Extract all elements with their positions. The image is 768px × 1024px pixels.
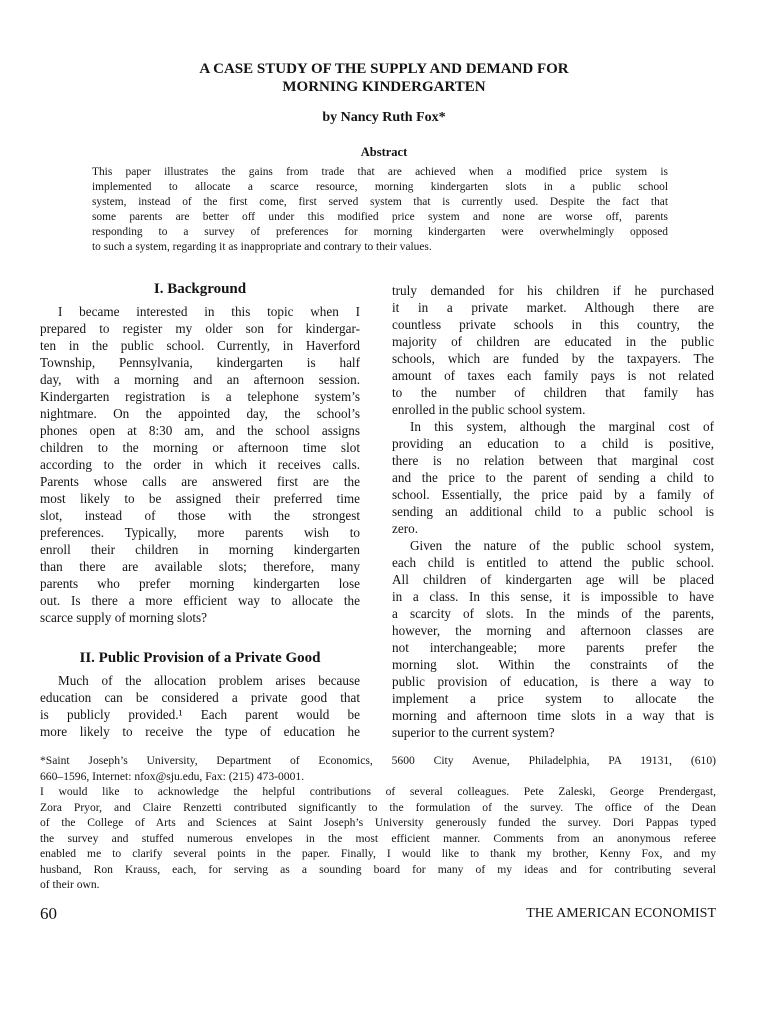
body-line: countless private schools in this country, the [392, 317, 714, 332]
body-line: majority of children are educated in the public [392, 334, 714, 349]
footnote-line: the survey and stuffed numerous envelopes in the most efficient manner. Comments from an anonymous referee [40, 831, 716, 845]
body-line: more likely to receive the type of education he [40, 724, 360, 739]
body-line: amount of taxes each family pays is not related [392, 368, 714, 383]
body-line: Kindergarten registration is a telephone system’s [40, 389, 360, 404]
body-line: in a class. In this sense, it is impossible to have [392, 589, 714, 604]
abstract-line: responding to a survey of preferences for morning kindergarten were overwhelmingly opposed [92, 226, 668, 238]
abstract-heading: Abstract [360, 145, 408, 159]
footnote-line: Zora Pryor, and Claire Renzetti contributed significantly to the formulation of the survey. The office of the Dean [40, 800, 716, 814]
title-line-2: MORNING KINDERGARTEN [282, 79, 486, 95]
body-line: public provision of education, is there a way to [392, 674, 714, 689]
footnote-line: *Saint Joseph’s University, Department of Economics, 5600 City Avenue, Philadelphia, PA 19131, (610) [40, 754, 716, 767]
body-line: it in a private market. Although there are [392, 300, 714, 315]
section-2-heading: II. Public Provision of a Private Good [79, 650, 321, 666]
body-line: slot, instead of those with the strongest [40, 508, 360, 523]
title-line-1: A CASE STUDY OF THE SUPPLY AND DEMAND FOR [199, 61, 569, 77]
body-line: morning slot. Within the constraints of the [392, 657, 714, 672]
body-line: Much of the allocation problem arises because [58, 673, 360, 688]
body-line: All children of kindergarten age will be placed [392, 572, 714, 587]
footnote-line: of the College of Arts and Sciences at Saint Joseph’s University generously funded the survey. Dori Pappas typed [40, 816, 716, 829]
body-line: according to the order in which it receives calls. [40, 457, 360, 472]
paper-title [0, 60, 768, 96]
body-line: however, the morning and afternoon classes are [392, 623, 714, 638]
left-column [40, 279, 360, 740]
body-line: enroll their children in morning kindergarten [40, 542, 360, 557]
body-line: I became interested in this topic when I [58, 304, 360, 319]
body-line: schools, which are funded by the taxpayers. The [392, 351, 714, 366]
body-line: ten in the public school. Currently, in Haverford [40, 338, 360, 353]
abstract-line: implemented to allocate a scarce resource, morning kindergarten slots in a public school [92, 181, 668, 193]
body-line: than there are available slots; therefore, many [40, 559, 360, 574]
body-line: education can be considered a private good that [40, 690, 360, 705]
body-line: In this system, although the marginal cost of [410, 419, 714, 434]
body-line: each child is entitled to attend the public school. [392, 555, 714, 570]
body-line: Township, Pennsylvania, kindergarten is half [40, 355, 360, 370]
body-line: a scarcity of slots. In the minds of the parents, [392, 606, 714, 621]
page-number: 60 [40, 904, 57, 923]
body-line: phones open at 8:30 am, and the school assigns [40, 423, 360, 438]
body-line: scarce supply of morning slots? [40, 610, 208, 625]
footnote-line: I would like to acknowledge the helpful contributions of several colleagues. Pete Zaleski, George Prendergast, [40, 785, 716, 798]
body-line: parents who prefer morning kindergarten lose [40, 576, 360, 591]
body-line: not interchangeable; more parents prefer the [392, 640, 714, 655]
body-line: implement a price system to allocate the [392, 691, 714, 706]
body-line: most likely to be assigned their preferred time [40, 491, 360, 506]
author-byline: by Nancy Ruth Fox* [322, 110, 446, 125]
body-line: there is no relation between that marginal cost [392, 453, 714, 468]
body-line: zero. [392, 521, 418, 536]
body-line: school. Essentially, the price paid by a family of [392, 487, 714, 502]
body-line: preferences. Typically, more parents wish to [40, 525, 360, 540]
body-line: truly demanded for his children if he purchased [392, 283, 714, 298]
footnote-line: husband, Ron Krauss, each, for serving as a sounding board for many of my ideas and for contributing several [40, 862, 716, 876]
footnote-line: of their own. [40, 878, 100, 891]
abstract-line: some parents are better off under this modified price system and none are worse off, parents [92, 211, 668, 223]
footnote-line: 660–1596, Internet: nfox@sju.edu, Fax: (215) 473-0001. [40, 769, 305, 783]
body-line: out. Is there a more efficient way to allocate the [40, 593, 360, 608]
footnote-line: enabled me to clarify several points in the paper. Finally, I would like to thank my brother, Kenny Fox, and my [40, 847, 716, 860]
body-line: providing an education to a child is positive, [392, 436, 714, 451]
abstract-body [92, 165, 668, 255]
section-1-heading: I. Background [153, 281, 247, 297]
body-line: sending an additional child to a public school is [392, 504, 714, 519]
body-line: Given the nature of the public school system, [410, 538, 714, 553]
body-line: Parents whose calls are answered first are the [40, 474, 360, 489]
abstract-line: This paper illustrates the gains from trade that are achieved when a modified price system is [92, 166, 668, 178]
footnotes [40, 753, 716, 893]
body-line: to the number of children that family has [392, 385, 714, 400]
body-line: enrolled in the public school system. [392, 402, 586, 417]
body-line: children to the morning or afternoon time slot [40, 440, 360, 455]
body-line: prepared to register my older son for kindergar- [40, 321, 360, 336]
body-line: superior to the current system? [392, 725, 555, 740]
body-line: day, with a morning and an afternoon session. [40, 372, 360, 387]
journal-name: THE AMERICAN ECONOMIST [526, 906, 716, 921]
abstract-line: to such a system, regarding it as inappropriate and contrary to their values. [92, 241, 432, 253]
body-line: nightmare. On the appointed day, the school’s [40, 406, 360, 421]
body-line: and the price to the parent of sending a child to [392, 470, 714, 485]
body-line: is publicly provided.¹ Each parent would be [40, 707, 360, 722]
body-line: morning and afternoon time slots in a way that is [392, 708, 714, 723]
right-column [392, 282, 714, 741]
abstract-line: system, instead of the first come, first served system that is currently used. Despite the fact that [92, 196, 668, 208]
